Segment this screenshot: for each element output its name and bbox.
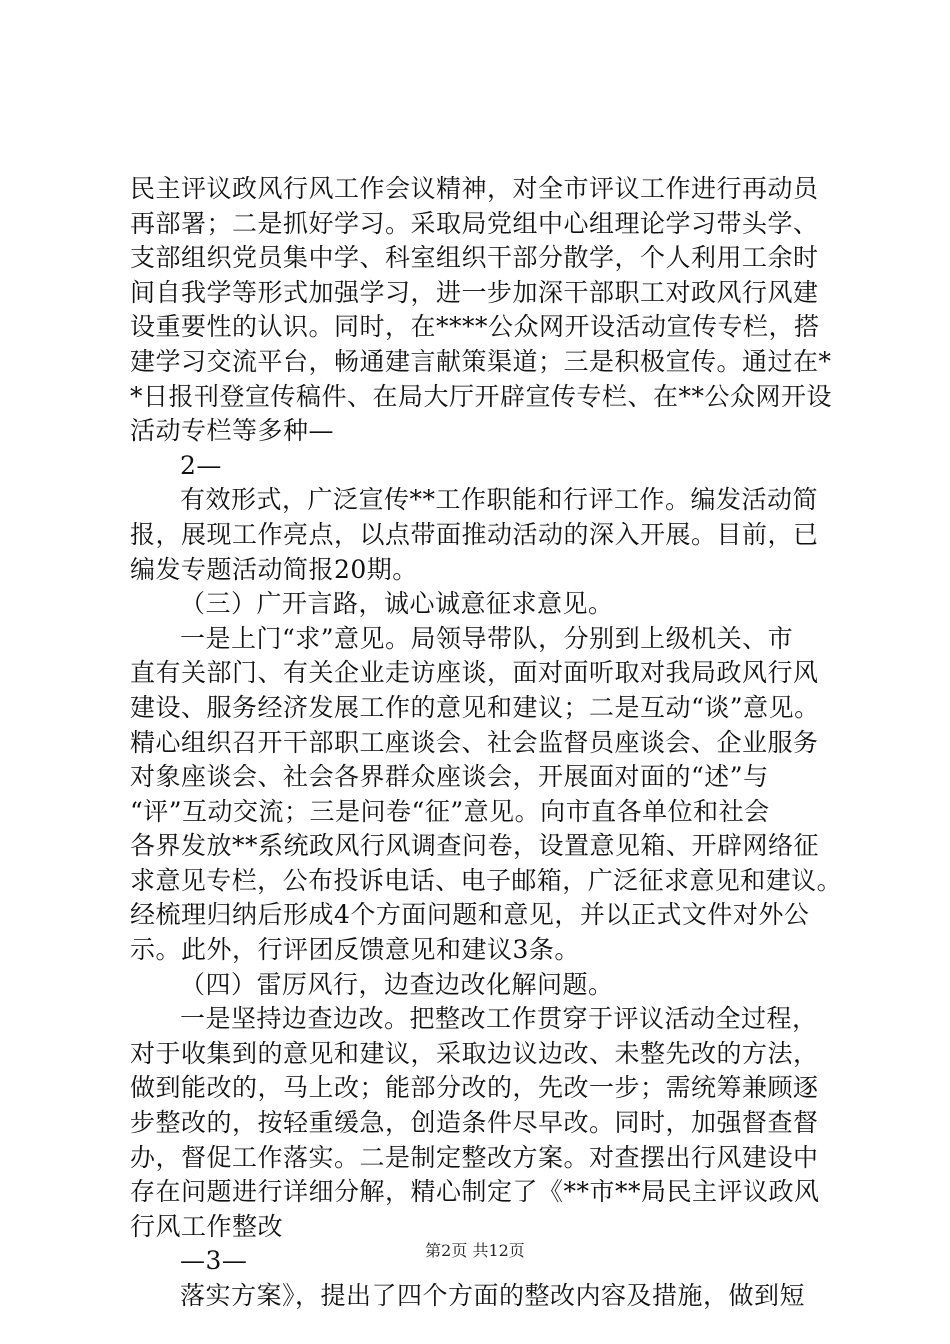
text-line: 行风工作整改 — [130, 1211, 284, 1241]
text-line: 建设、服务经济发展工作的意见和建议；二是互动“谈”意见。 — [130, 692, 820, 722]
text-line: （三）广开言路，诚心诚意征求意见。 — [180, 589, 614, 619]
text-line: 2— — [180, 450, 222, 480]
text-line: 间自我学等形式加强学习，进一步加深干部职工对政风行风建 — [130, 277, 819, 307]
text-line: 经梳理归纳后形成4个方面问题和意见，并以正式文件对外公 — [130, 900, 810, 930]
text-line: 存在问题进行详细分解，精心制定了《**市**局民主评议政风 — [130, 1177, 820, 1207]
text-line: 步整改的，按轻重缓急，创造条件尽早改。同时，加强督查督 — [130, 1108, 819, 1138]
text-line: 支部组织党员集中学、科室组织干部分散学，个人利用工余时 — [130, 243, 819, 273]
text-line: —3— — [180, 1246, 248, 1276]
text-line: 设重要性的认识。同时，在****公众网开设活动宣传专栏，搭 — [130, 312, 820, 342]
text-line: 精心组织召开干部职工座谈会、社会监督员座谈会、企业服务 — [130, 727, 819, 757]
text-line: 编发专题活动简报20期。 — [130, 554, 418, 584]
page-footer: 第2页 共12页 — [425, 1241, 525, 1260]
text-line: 再部署；二是抓好学习。采取局党组中心组理论学习带头学、 — [130, 208, 819, 238]
text-line: 建学习交流平台，畅通建言献策渠道；三是积极宣传。通过在* — [130, 346, 832, 376]
text-line: *日报刊登宣传稿件、在局大厅开辟宣传专栏、在**公众网开设 — [130, 381, 833, 411]
text-line: 做到能改的，马上改；能部分改的，先改一步；需统筹兼顾逐 — [130, 1073, 819, 1103]
text-line: 求意见专栏，公布投诉电话、电子邮箱，广泛征求意见和建议。 — [130, 865, 843, 895]
text-line: 直有关部门、有关企业走访座谈，面对面听取对我局政风行风 — [130, 658, 819, 688]
text-line: 一是上门“求”意见。局领导带队，分别到上级机关、市 — [180, 623, 794, 653]
text-line: 各界发放**系统政风行风调查问卷，设置意见箱、开辟网络征 — [130, 831, 820, 861]
text-line: 办，督促工作落实。二是制定整改方案。对查摆出行风建设中 — [130, 1142, 819, 1172]
text-line: 民主评议政风行风工作会议精神，对全市评议工作进行再动员 — [130, 174, 819, 203]
text-line: 落实方案》，提出了四个方面的整改内容及措施，做到短 — [180, 1281, 806, 1310]
text-line: （四）雷厉风行，边查边改化解问题。 — [180, 969, 614, 999]
text-line: 活动专栏等多种— — [130, 416, 335, 446]
text-line: 对于收集到的意见和建议，采取边议边改、未整先改的方法， — [130, 1038, 819, 1068]
text-line: 一是坚持边查边改。把整改工作贯穿于评议活动全过程， — [180, 1004, 818, 1034]
text-line: 示。此外，行评团反馈意见和建议3条。 — [130, 935, 580, 965]
document-body — [130, 172, 843, 1314]
text-line: 报，展现工作亮点，以点带面推动活动的深入开展。目前，已 — [130, 519, 819, 549]
text-line: 对象座谈会、社会各界群众座谈会，开展面对面的“述”与 — [130, 762, 769, 792]
text-line: “评”互动交流；三是问卷“征”意见。向市直各单位和社会 — [130, 796, 770, 826]
text-line: 有效形式，广泛宣传**工作职能和行评工作。编发活动简 — [180, 485, 819, 515]
